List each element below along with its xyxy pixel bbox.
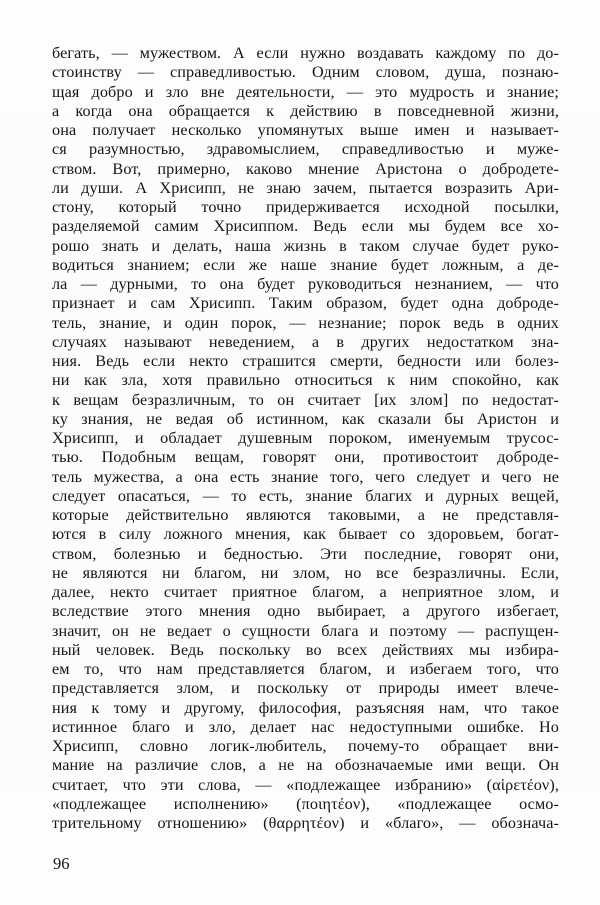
- text-line: трительному отношению» (θαρρητέον) и «благо», — обознача-: [52, 814, 559, 832]
- text-line: щая добро и зло вне деятельности, — это мудрость и знание;: [52, 82, 559, 101]
- text-line: бегать, — мужеством. А если нужно воздавать каждому по до-: [52, 44, 559, 62]
- text-line: стону, который точно придерживается исходной посылки,: [52, 198, 559, 216]
- text-line: а когда она обращается к действию в повседневной жизни,: [52, 101, 559, 120]
- text-line: значит, он не ведает о сущности блага и поэтому — распущен-: [52, 621, 559, 640]
- page-text: [52, 44, 559, 833]
- text-line: разделяемой самим Хрисиппом. Ведь если мы будем все хо-: [52, 217, 559, 236]
- text-line: которые действительно являются таковыми, а не представля-: [52, 506, 559, 524]
- text-line: ем то, что нам представляется благом, и избегаем того, что: [52, 660, 559, 678]
- text-line: к вещам безразличным, то он считает [их злом] по недостат-: [52, 390, 559, 409]
- text-line: ния. Ведь если некто страшится смерти, бедности или болез-: [52, 352, 559, 370]
- text-line: считает, что эти слова, — «подлежащее избранию» (αἱρετέον),: [52, 775, 559, 794]
- text-line: следует опасаться, — то есть, знание благих и дурных вещей,: [52, 486, 559, 505]
- text-line: водиться знанием; если же наше знание будет ложным, а де-: [52, 255, 559, 274]
- text-line: ку знания, не ведая об истинном, как сказали бы Аристон и: [52, 409, 559, 428]
- text-line: не являются ни благом, ни злом, но все безразличны. Если,: [52, 563, 559, 582]
- text-line: ли души. А Хрисипп, не знаю зачем, пытается возразить Ари-: [52, 178, 559, 197]
- text-line: случаях называют неведением, а в других недостатком зна-: [52, 332, 559, 351]
- text-line: тель, знание, и один порок, — незнание; порок ведь в одних: [52, 313, 559, 332]
- text-line: ни как зла, хотя правильно относиться к ним спокойно, как: [52, 371, 559, 390]
- text-line: далее, некто считает приятное благом, а неприятное злом, и: [52, 583, 559, 601]
- text-line: ся разумностью, здравомыслием, справедливостью и муже-: [52, 140, 559, 159]
- text-line: тель мужества, а она есть знание того, чего следует и чего не: [52, 467, 559, 486]
- text-line: тью. Подобным вещам, говорят они, противостоит доброде-: [52, 448, 559, 467]
- text-line: ством, болезнью и бедностью. Эти последние, говорят они,: [52, 544, 559, 563]
- text-line: Хрисипп, словно логик-любитель, почему-то обращает вни-: [52, 737, 559, 755]
- text-line: она получает несколько упомянутых выше имен и называет-: [52, 121, 559, 139]
- page-number: 96: [53, 854, 70, 873]
- text-line: признает и сам Хрисипп. Таким образом, будет одна доброде-: [52, 294, 559, 313]
- text-line: ный человек. Ведь поскольку во всех действиях мы избира-: [52, 640, 559, 659]
- text-line: «подлежащее исполнению» (ποιητέον), «подлежащее осмо-: [52, 794, 559, 813]
- text-line: ла — дурными, то она будет руководиться незнанием, — что: [52, 275, 559, 293]
- text-line: ния к тому и другому, философия, разъясняя нам, что такое: [52, 698, 559, 717]
- text-line: стоинству — справедливостью. Одним словом, душа, познаю-: [52, 63, 559, 82]
- text-line: мание на различие слов, а не на обозначаемые ими вещи. Он: [52, 756, 559, 775]
- text-line: Хрисипп, и обладает душевным пороком, именуемым трусос-: [52, 429, 559, 447]
- text-line: представляется злом, и поскольку от природы имеет влече-: [52, 679, 559, 698]
- text-line: рошо знать и делать, наша жизнь в таком случае будет руко-: [52, 236, 559, 255]
- text-line: ются в силу ложного мнения, как бывает со здоровьем, богат-: [52, 525, 559, 544]
- text-line: истинное благо и зло, делает нас недоступными ошибке. Но: [52, 717, 559, 736]
- text-line: ством. Вот, примерно, каково мнение Аристона о добродете-: [52, 159, 559, 178]
- text-line: вследствие этого мнения одно выбирает, а другого избегает,: [52, 602, 559, 621]
